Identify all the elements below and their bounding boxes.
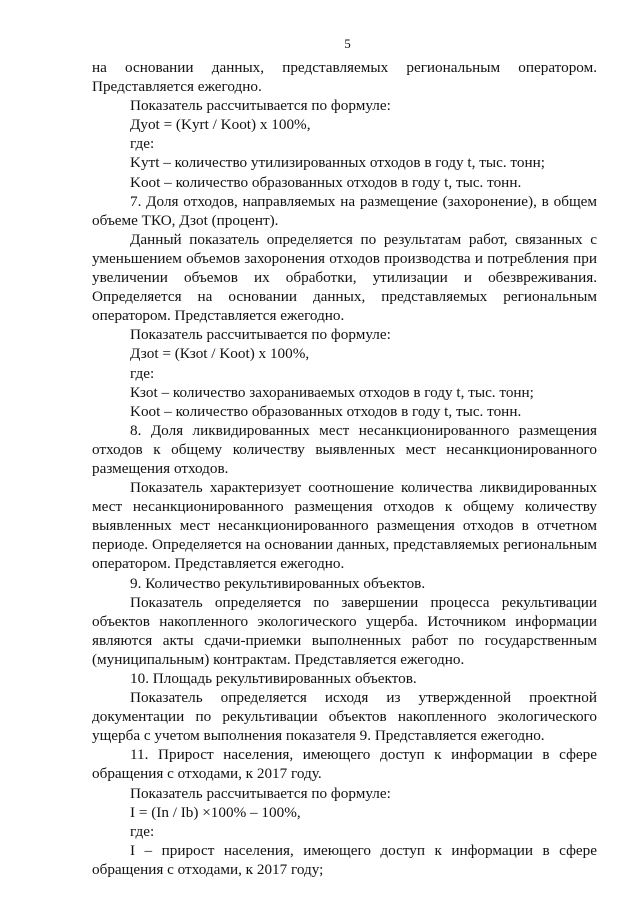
- where-label: где:: [130, 135, 155, 153]
- formula-intro: Показатель рассчитывается по формуле:: [130, 784, 391, 802]
- paragraph-continuation: на основании данных, представляемых региональным оператором. Представляется ежегодно.: [92, 59, 597, 96]
- indicator-7-description: Данный показатель определяется по результатам работ, связанных с уменьшением объемов захоронения отходов производства и потребления при увеличении объемов их обработки, утилизации и обезвреживания. Определяется на основании данных, представляемых региональным оператором. Представляется ежегодно.: [92, 230, 597, 325]
- document-page: [92, 34, 597, 879]
- definition-kz: Кзot – количество захораниваемых отходов в году t, тыс. тонн;: [130, 383, 534, 401]
- indicator-10-description: Показатель определяется исходя из утвержденной проектной документации по рекультивации объектов накопленного экологического ущерба с учетом выполнения показателя 9. Представляется ежегодно.: [92, 689, 597, 745]
- formula-intro: Показатель рассчитывается по формуле:: [130, 326, 391, 344]
- indicator-9-description: Показатель определяется по завершении процесса рекультивации объектов накопленного экологического ущерба. Источником информации являются акты сдачи-приемки выполненных работ по государственным (муниципальным) контрактам. Представляется ежегодно.: [92, 593, 597, 668]
- indicator-8-description: Показатель характеризует соотношение количества ликвидированных мест несанкционированного размещения отходов к общему количеству выявленных мест несанкционированного размещения отходов в отчетном периоде. Определяется на основании данных, представляемых региональным оператором. Представляется ежегодно.: [92, 479, 597, 573]
- formula-dz: Дзot = (Кзot / Koot) x 100%,: [130, 345, 310, 363]
- indicator-7-heading: 7. Доля отходов, направляемых на размещение (захоронение), в общем объеме ТКО, Дзot (процент).: [92, 192, 597, 229]
- where-label: где:: [130, 822, 155, 840]
- page-number: 5: [344, 36, 351, 51]
- formula-intro: Показатель рассчитывается по формуле:: [130, 97, 391, 115]
- definition-kut: Kутt – количество утилизированных отходов в году t, тыс. тонн;: [130, 154, 545, 172]
- formula-du: Дуot = (Kyrt / Koot) x 100%,: [130, 116, 311, 134]
- indicator-9-heading: 9. Количество рекультивированных объектов.: [130, 574, 426, 592]
- definition-koot: Koot – количество образованных отходов в году t, тыс. тонн.: [130, 402, 522, 420]
- where-label: где:: [130, 364, 155, 382]
- formula-i: I = (In / Ib) ×100% – 100%,: [130, 803, 301, 821]
- indicator-11-heading: 11. Прирост населения, имеющего доступ к информации в сфере обращения с отходами, к 2017 году.: [92, 746, 597, 783]
- indicator-10-heading: 10. Площадь рекультивированных объектов.: [130, 670, 417, 687]
- indicator-8-heading: 8. Доля ликвидированных мест несанкционированного размещения отходов к общему количеству выявленных мест несанкционированного размещения отходов.: [92, 421, 597, 477]
- definition-i: I – прирост населения, имеющего доступ к информации в сфере обращения с отходами, к 2017 году;: [92, 841, 597, 878]
- definition-koot: Koot – количество образованных отходов в году t, тыс. тонн.: [130, 173, 522, 191]
